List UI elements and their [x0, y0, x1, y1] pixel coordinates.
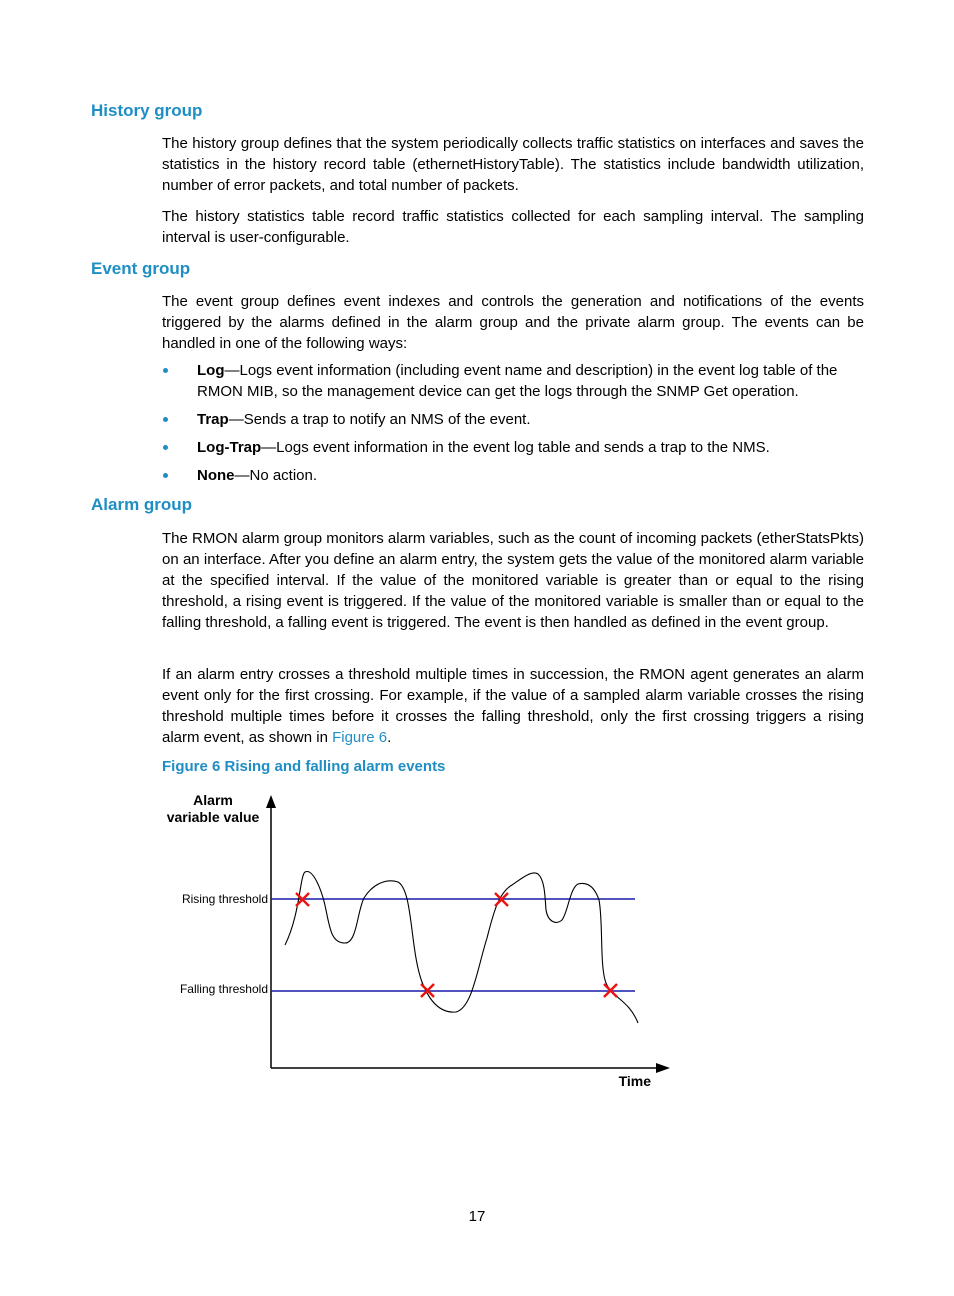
bullet-term: Trap — [197, 411, 229, 428]
bullet-term: Log-Trap — [197, 439, 262, 456]
alarm-group-heading: Alarm group — [91, 495, 193, 514]
alarm-paragraph-1: The RMON alarm group monitors alarm variables, such as the count of incoming packets (etherStatsPkts) on an interface. After you define an alarm entry, the system gets the value of the monitored alarm variable at the specified interval. If the value of the monitored variable is greater than or equal to the rising threshold, a rising event is triggered. If the value of the monitored variable is smaller than or equal to the falling threshold, a falling event is triggered. The event is then handled as defined in the event group. — [162, 530, 864, 631]
page-number: 17 — [468, 1208, 486, 1225]
event-group-heading: Event group — [91, 259, 191, 278]
y-axis-label-line1: Alarm — [193, 792, 233, 808]
bullet-term: Log — [197, 362, 225, 379]
event-paragraph: The event group defines event indexes and controls the generation and notifications of the events triggered by the alarms defined in the alarm group and the private alarm group. The events can be handled in one of the following ways: — [162, 293, 864, 352]
bullet-term: None — [197, 467, 235, 484]
rising-threshold-label: Rising threshold — [181, 892, 268, 906]
figure-6-link[interactable]: Figure 6 — [332, 729, 388, 746]
figure-caption: Figure 6 Rising and falling alarm events — [162, 758, 446, 775]
alarm-paragraph-2-text: If an alarm entry crosses a threshold multiple times in succession, the RMON agent generates an alarm event only for the first crossing. For example, if the value of a sampled alarm variable crosses the rising threshold multiple times before it crosses the falling threshold, only the first crossing triggers a rising alarm event, as shown in — [162, 666, 864, 746]
history-paragraph-2: The history statistics table record traffic statistics collected for each sampling interval. The sampling interval is user-configurable. — [162, 208, 864, 246]
y-axis-arrowhead — [266, 795, 276, 808]
history-group-heading: History group — [91, 101, 203, 120]
alarm-paragraph-2-end: . — [387, 729, 392, 746]
bullet-text: —No action. — [234, 467, 318, 484]
alarm-variable-curve — [285, 872, 638, 1023]
bullet-text: —Logs event information in the event log table and sends a trap to the NMS. — [261, 439, 770, 456]
x-axis-arrowhead — [656, 1063, 670, 1073]
bullet-text: —Sends a trap to notify an NMS of the event. — [228, 411, 531, 428]
falling-threshold-label: Falling threshold — [179, 982, 268, 996]
bullet-text: —Logs event information (including event name and description) in the event log table of the RMON MIB, so the management device can get the logs through the SNMP Get operation. — [197, 362, 838, 400]
history-paragraph-1: The history group defines that the system periodically collects traffic statistics on interfaces and saves the statistics in the history record table (ethernetHistoryTable). The statistics include bandwidth utilization, number of error packets, and total number of packets. — [162, 135, 864, 194]
x-axis-label: Time — [618, 1073, 651, 1089]
y-axis-label-line2: variable value — [166, 809, 260, 825]
